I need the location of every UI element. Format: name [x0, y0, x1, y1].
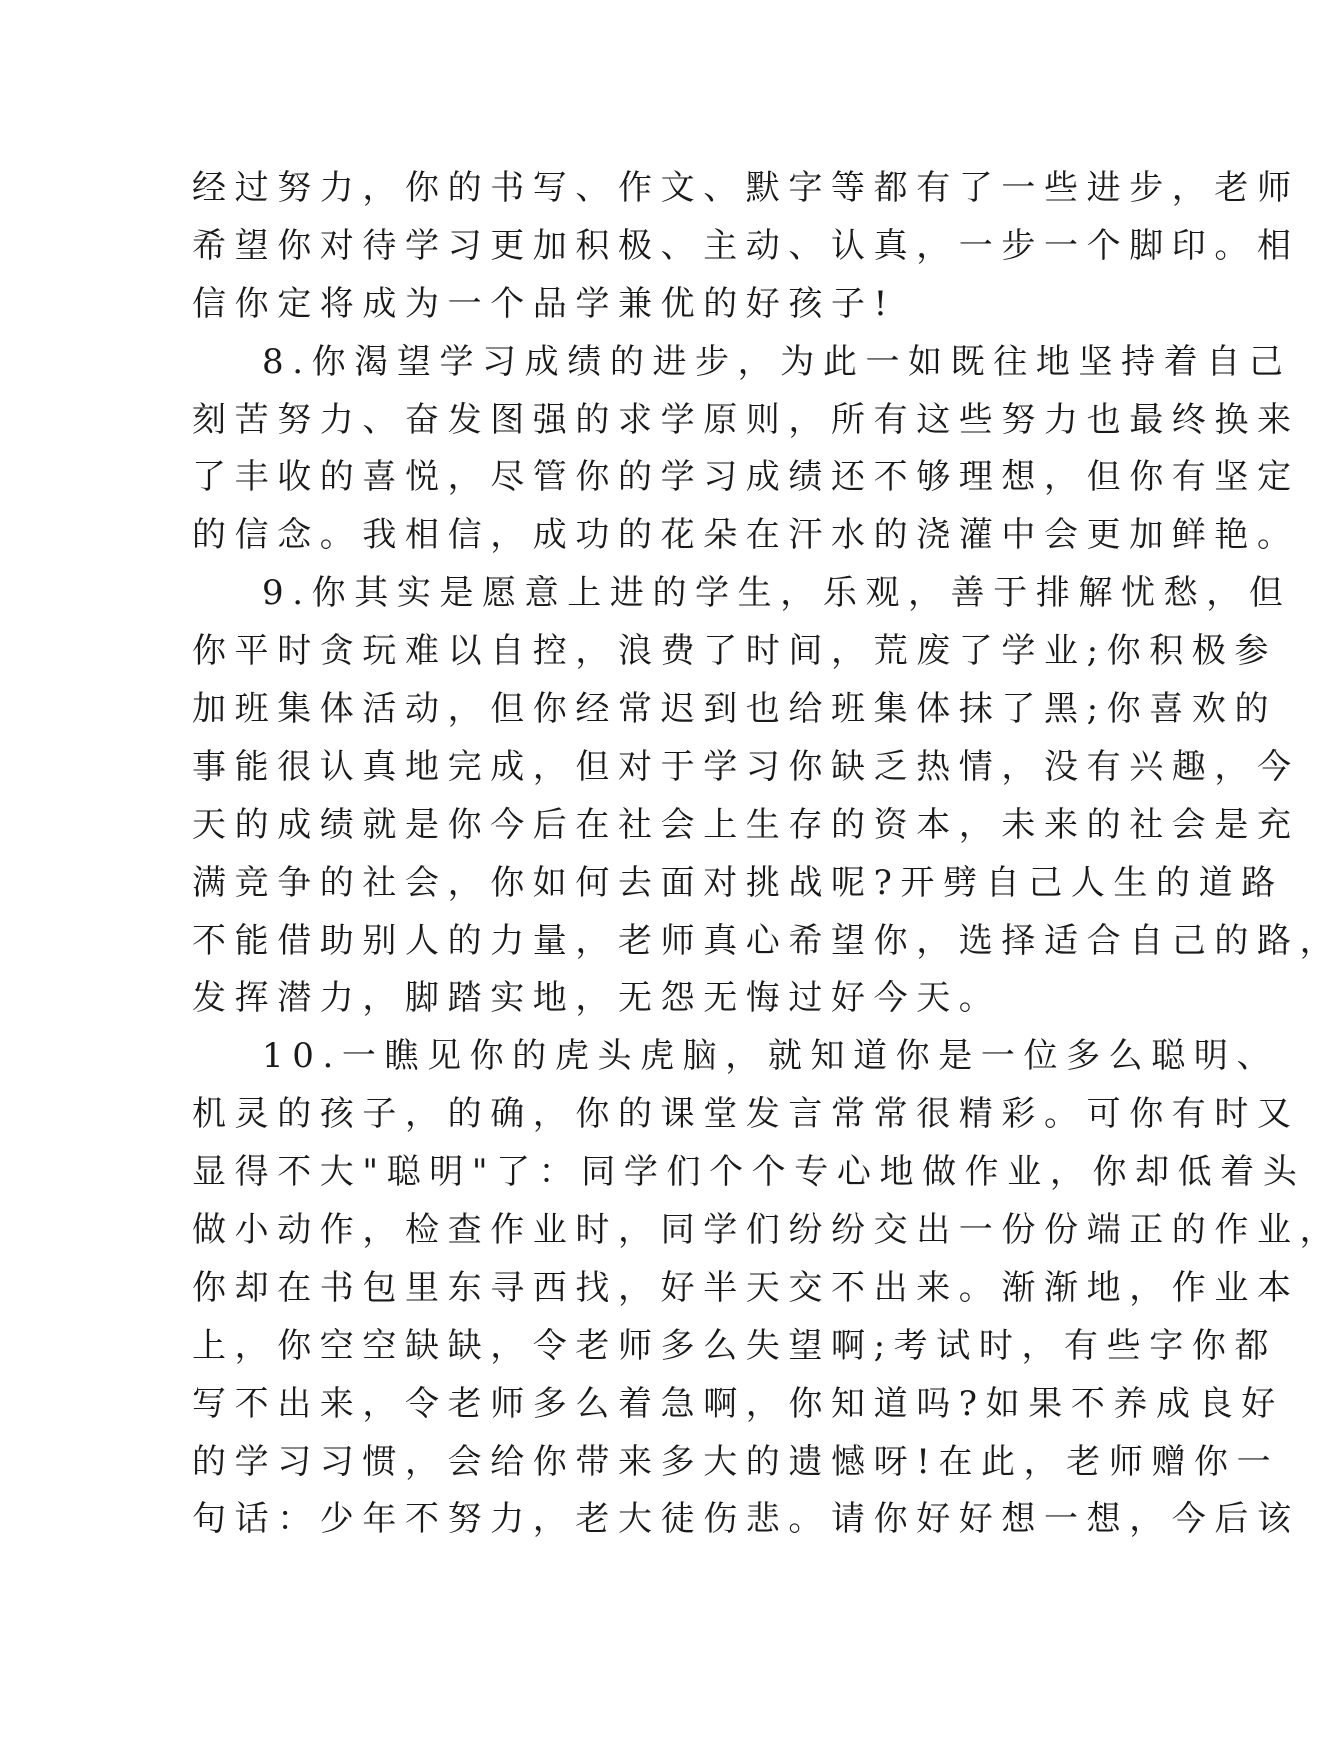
- text-line: 写不出来，令老师多么着急啊，你知道吗?如果不养成良好: [192, 1383, 1284, 1424]
- text-line: 事能很认真地完成，但对于学习你缺乏热情，没有兴趣，今: [192, 746, 1300, 787]
- text-line: 信你定将成为一个品学兼优的好孩子!: [192, 283, 896, 324]
- text-line: 显得不大"聪明"了：同学们个个专心地做作业，你却低着头: [192, 1152, 1306, 1193]
- text-line: 机灵的孩子，的确，你的课堂发言常常很精彩。可你有时又: [192, 1094, 1300, 1135]
- text-line: 希望你对待学习更加积极、主动、认真，一步一个脚印。相: [192, 225, 1300, 266]
- text-line: 句话：少年不努力，老大徒伤悲。请你好好想一想，今后该: [192, 1499, 1300, 1540]
- text-line: 10.一瞧见你的虎头虎脑，就知道你是一位多么聪明、: [262, 1036, 1280, 1077]
- text-line: 天的成绩就是你今后在社会上生存的资本，未来的社会是充: [192, 804, 1300, 845]
- text-line: 满竞争的社会，你如何去面对挑战呢?开劈自己人生的道路: [192, 862, 1284, 903]
- text-line: 9.你其实是愿意上进的学生，乐观，善于排解忧愁，但: [262, 573, 1292, 614]
- text-line: 发挥潜力，脚踏实地，无怨无悔过好今天。: [192, 978, 1002, 1019]
- text-line: 加班集体活动，但你经常迟到也给班集体抹了黑;你喜欢的: [192, 689, 1278, 730]
- text-line: 8.你渴望学习成绩的进步，为此一如既往地坚持着自己: [262, 341, 1292, 382]
- text-line: 刻苦努力、奋发图强的求学原则，所有这些努力也最终换来: [192, 399, 1300, 440]
- text-line: 的学习习惯，会给你带来多大的遗憾呀!在此，老师赠你一: [192, 1441, 1280, 1482]
- text-line: 经过努力，你的书写、作文、默字等都有了一些进步，老师: [192, 168, 1300, 208]
- text-line: 你却在书包里东寻西找，好半天交不出来。渐渐地，作业本: [192, 1267, 1300, 1308]
- text-line: 做小动作，检查作业时，同学们纷纷交出一份份端正的作业，: [192, 1210, 1342, 1251]
- text-line: 你平时贪玩难以自控，浪费了时间，荒废了学业;你积极参: [192, 631, 1278, 672]
- text-line: 上，你空空缺缺，令老师多么失望啊;考试时，有些字你都: [192, 1325, 1278, 1366]
- text-line: 不能借助别人的力量，老师真心希望你，选择适合自己的路，: [192, 920, 1342, 961]
- text-line: 的信念。我相信，成功的花朵在汗水的浇灌中会更加鲜艳。: [192, 515, 1300, 556]
- document-body: [192, 160, 1342, 1549]
- text-line: 了丰收的喜悦，尽管你的学习成绩还不够理想，但你有坚定: [192, 457, 1300, 498]
